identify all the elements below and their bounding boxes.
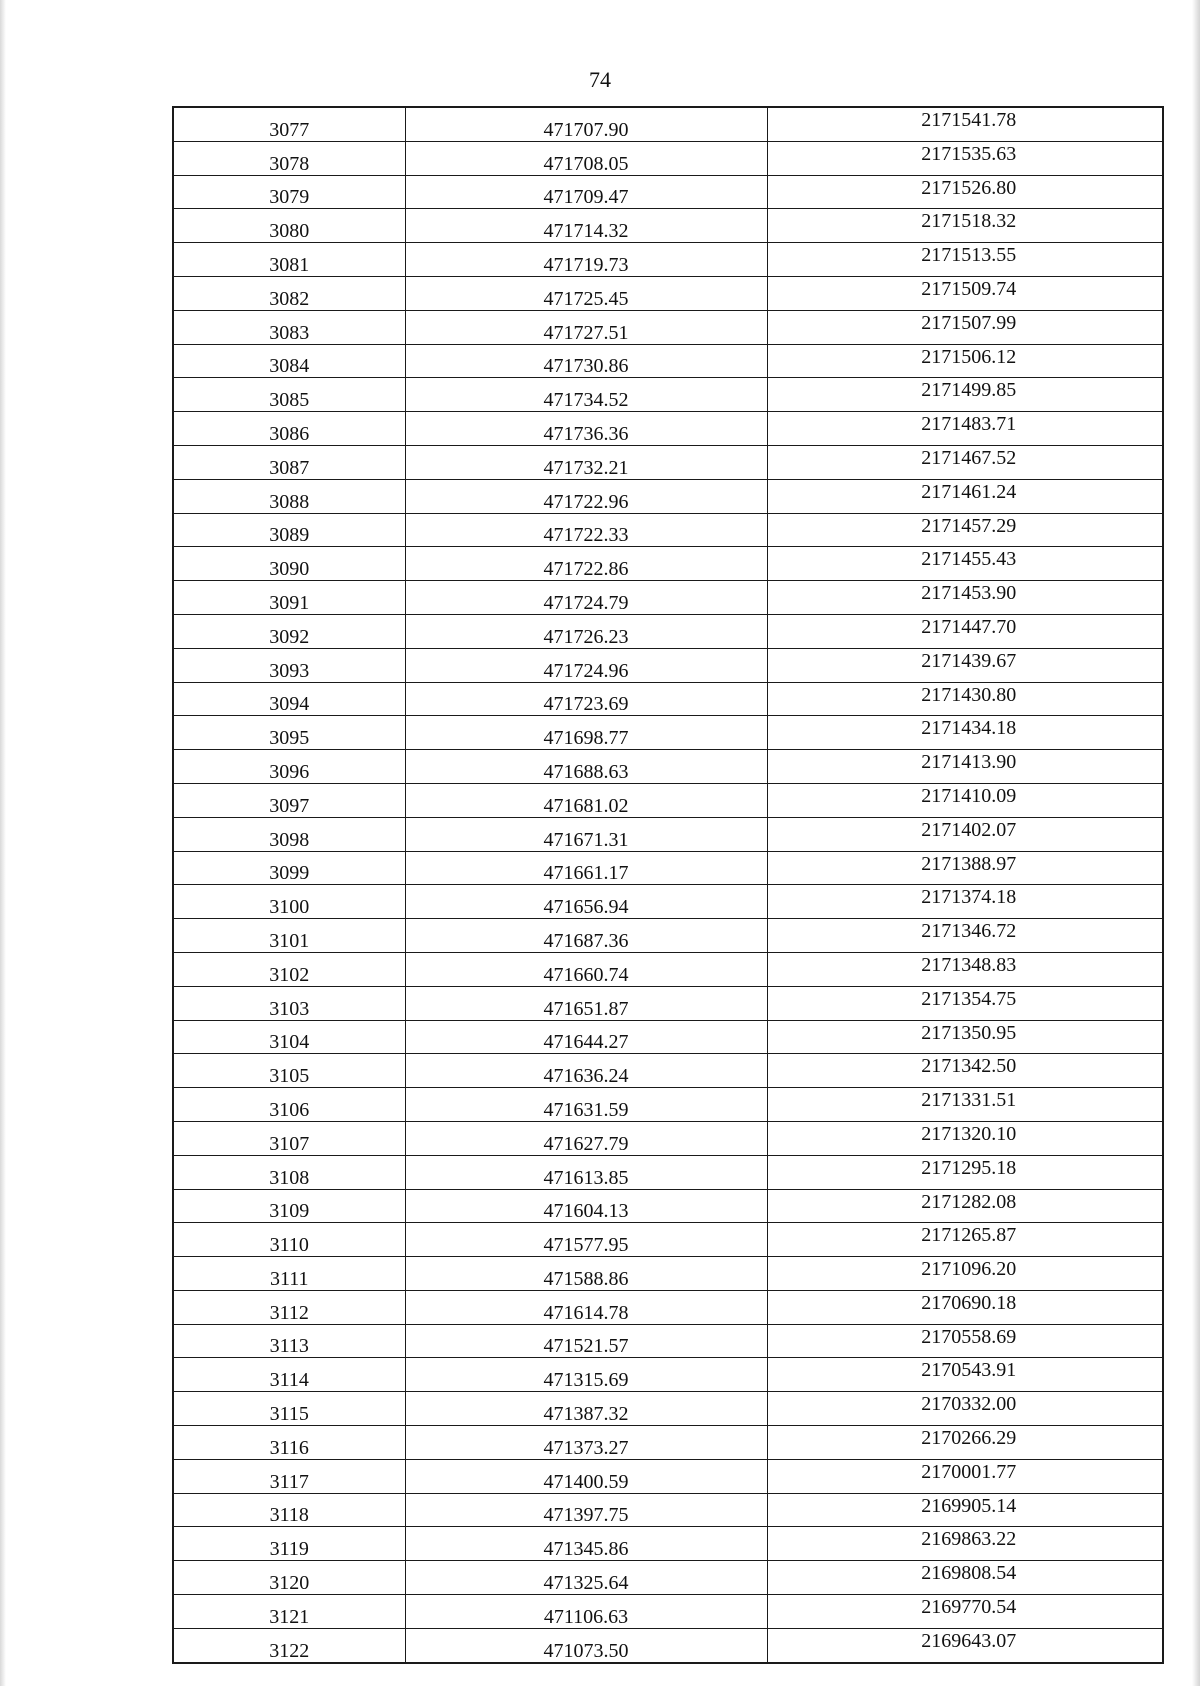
x-coordinate-cell: 471588.86 [405, 1257, 767, 1291]
y-coordinate-cell: 2170001.77 [767, 1459, 1163, 1493]
table-row [173, 1459, 1163, 1493]
table-row [173, 919, 1163, 953]
table-row [173, 412, 1163, 446]
table-row [173, 817, 1163, 851]
point-id-cell: 3104 [173, 1020, 405, 1054]
x-coordinate-cell: 471397.75 [405, 1493, 767, 1527]
y-coordinate-cell: 2171518.32 [767, 209, 1163, 243]
point-id-cell: 3121 [173, 1595, 405, 1629]
x-coordinate-cell: 471644.27 [405, 1020, 767, 1054]
y-coordinate-cell: 2171509.74 [767, 276, 1163, 310]
table-row [173, 209, 1163, 243]
point-id-cell: 3098 [173, 817, 405, 851]
table-row [173, 682, 1163, 716]
point-id-cell: 3107 [173, 1121, 405, 1155]
y-coordinate-cell: 2170266.29 [767, 1426, 1163, 1460]
table-row [173, 175, 1163, 209]
y-coordinate-cell: 2171413.90 [767, 750, 1163, 784]
table-row [173, 581, 1163, 615]
table-row [173, 378, 1163, 412]
y-coordinate-cell: 2171282.08 [767, 1189, 1163, 1223]
x-coordinate-cell: 471722.96 [405, 479, 767, 513]
x-coordinate-cell: 471730.86 [405, 344, 767, 378]
y-coordinate-cell: 2171506.12 [767, 344, 1163, 378]
y-coordinate-cell: 2171483.71 [767, 412, 1163, 446]
point-id-cell: 3110 [173, 1223, 405, 1257]
table-row [173, 243, 1163, 277]
point-id-cell: 3097 [173, 783, 405, 817]
point-id-cell: 3116 [173, 1426, 405, 1460]
x-coordinate-cell: 471614.78 [405, 1290, 767, 1324]
y-coordinate-cell: 2170543.91 [767, 1358, 1163, 1392]
table-row [173, 513, 1163, 547]
x-coordinate-cell: 471636.24 [405, 1054, 767, 1088]
table-row [173, 107, 1163, 141]
y-coordinate-cell: 2171096.20 [767, 1257, 1163, 1291]
y-coordinate-cell: 2171541.78 [767, 107, 1163, 141]
coordinate-table-container [172, 106, 1162, 1664]
x-coordinate-cell: 471651.87 [405, 986, 767, 1020]
y-coordinate-cell: 2171499.85 [767, 378, 1163, 412]
point-id-cell: 3113 [173, 1324, 405, 1358]
table-row [173, 1020, 1163, 1054]
table-row [173, 1088, 1163, 1122]
table-row [173, 1223, 1163, 1257]
point-id-cell: 3085 [173, 378, 405, 412]
x-coordinate-cell: 471521.57 [405, 1324, 767, 1358]
scan-edge-right [1192, 0, 1200, 1686]
y-coordinate-cell: 2171447.70 [767, 614, 1163, 648]
x-coordinate-cell: 471722.86 [405, 547, 767, 581]
table-row [173, 952, 1163, 986]
coordinate-table-body [173, 107, 1163, 1663]
x-coordinate-cell: 471723.69 [405, 682, 767, 716]
y-coordinate-cell: 2171507.99 [767, 310, 1163, 344]
x-coordinate-cell: 471387.32 [405, 1392, 767, 1426]
x-coordinate-cell: 471660.74 [405, 952, 767, 986]
point-id-cell: 3101 [173, 919, 405, 953]
table-row [173, 1121, 1163, 1155]
table-row [173, 141, 1163, 175]
y-coordinate-cell: 2171265.87 [767, 1223, 1163, 1257]
point-id-cell: 3091 [173, 581, 405, 615]
point-id-cell: 3122 [173, 1628, 405, 1662]
x-coordinate-cell: 471671.31 [405, 817, 767, 851]
y-coordinate-cell: 2171457.29 [767, 513, 1163, 547]
y-coordinate-cell: 2171439.67 [767, 648, 1163, 682]
point-id-cell: 3103 [173, 986, 405, 1020]
y-coordinate-cell: 2169770.54 [767, 1595, 1163, 1629]
table-row [173, 851, 1163, 885]
point-id-cell: 3087 [173, 445, 405, 479]
table-row [173, 1155, 1163, 1189]
x-coordinate-cell: 471707.90 [405, 107, 767, 141]
y-coordinate-cell: 2171453.90 [767, 581, 1163, 615]
x-coordinate-cell: 471373.27 [405, 1426, 767, 1460]
x-coordinate-cell: 471688.63 [405, 750, 767, 784]
table-row [173, 344, 1163, 378]
x-coordinate-cell: 471315.69 [405, 1358, 767, 1392]
y-coordinate-cell: 2171535.63 [767, 141, 1163, 175]
table-row [173, 1324, 1163, 1358]
y-coordinate-cell: 2170332.00 [767, 1392, 1163, 1426]
point-id-cell: 3081 [173, 243, 405, 277]
y-coordinate-cell: 2171467.52 [767, 445, 1163, 479]
x-coordinate-cell: 471681.02 [405, 783, 767, 817]
y-coordinate-cell: 2171388.97 [767, 851, 1163, 885]
x-coordinate-cell: 471400.59 [405, 1459, 767, 1493]
point-id-cell: 3088 [173, 479, 405, 513]
y-coordinate-cell: 2169863.22 [767, 1527, 1163, 1561]
x-coordinate-cell: 471631.59 [405, 1088, 767, 1122]
point-id-cell: 3108 [173, 1155, 405, 1189]
table-row [173, 716, 1163, 750]
x-coordinate-cell: 471724.79 [405, 581, 767, 615]
point-id-cell: 3109 [173, 1189, 405, 1223]
y-coordinate-cell: 2171354.75 [767, 986, 1163, 1020]
table-row [173, 1392, 1163, 1426]
x-coordinate-cell: 471073.50 [405, 1628, 767, 1662]
x-coordinate-cell: 471577.95 [405, 1223, 767, 1257]
table-row [173, 1595, 1163, 1629]
y-coordinate-cell: 2169905.14 [767, 1493, 1163, 1527]
x-coordinate-cell: 471709.47 [405, 175, 767, 209]
point-id-cell: 3092 [173, 614, 405, 648]
y-coordinate-cell: 2171434.18 [767, 716, 1163, 750]
point-id-cell: 3086 [173, 412, 405, 446]
point-id-cell: 3089 [173, 513, 405, 547]
point-id-cell: 3106 [173, 1088, 405, 1122]
table-row [173, 1493, 1163, 1527]
table-row [173, 310, 1163, 344]
y-coordinate-cell: 2171295.18 [767, 1155, 1163, 1189]
x-coordinate-cell: 471604.13 [405, 1189, 767, 1223]
y-coordinate-cell: 2170690.18 [767, 1290, 1163, 1324]
page-number: 74 [589, 67, 611, 92]
point-id-cell: 3078 [173, 141, 405, 175]
x-coordinate-cell: 471727.51 [405, 310, 767, 344]
point-id-cell: 3077 [173, 107, 405, 141]
y-coordinate-cell: 2171348.83 [767, 952, 1163, 986]
y-coordinate-cell: 2171320.10 [767, 1121, 1163, 1155]
x-coordinate-cell: 471719.73 [405, 243, 767, 277]
point-id-cell: 3120 [173, 1561, 405, 1595]
table-row [173, 1290, 1163, 1324]
table-row [173, 445, 1163, 479]
point-id-cell: 3117 [173, 1459, 405, 1493]
y-coordinate-cell: 2171430.80 [767, 682, 1163, 716]
x-coordinate-cell: 471726.23 [405, 614, 767, 648]
table-row [173, 1628, 1163, 1662]
point-id-cell: 3082 [173, 276, 405, 310]
point-id-cell: 3099 [173, 851, 405, 885]
x-coordinate-cell: 471724.96 [405, 648, 767, 682]
table-row [173, 750, 1163, 784]
y-coordinate-cell: 2171342.50 [767, 1054, 1163, 1088]
x-coordinate-cell: 471708.05 [405, 141, 767, 175]
point-id-cell: 3119 [173, 1527, 405, 1561]
x-coordinate-cell: 471661.17 [405, 851, 767, 885]
y-coordinate-cell: 2171350.95 [767, 1020, 1163, 1054]
x-coordinate-cell: 471725.45 [405, 276, 767, 310]
y-coordinate-cell: 2171455.43 [767, 547, 1163, 581]
table-row [173, 547, 1163, 581]
point-id-cell: 3095 [173, 716, 405, 750]
table-row [173, 1054, 1163, 1088]
x-coordinate-cell: 471722.33 [405, 513, 767, 547]
y-coordinate-cell: 2171402.07 [767, 817, 1163, 851]
y-coordinate-cell: 2169643.07 [767, 1628, 1163, 1662]
y-coordinate-cell: 2171374.18 [767, 885, 1163, 919]
x-coordinate-cell: 471325.64 [405, 1561, 767, 1595]
table-row [173, 783, 1163, 817]
point-id-cell: 3093 [173, 648, 405, 682]
x-coordinate-cell: 471714.32 [405, 209, 767, 243]
x-coordinate-cell: 471345.86 [405, 1527, 767, 1561]
table-row [173, 1358, 1163, 1392]
point-id-cell: 3118 [173, 1493, 405, 1527]
y-coordinate-cell: 2169808.54 [767, 1561, 1163, 1595]
y-coordinate-cell: 2171461.24 [767, 479, 1163, 513]
point-id-cell: 3105 [173, 1054, 405, 1088]
point-id-cell: 3096 [173, 750, 405, 784]
table-row [173, 648, 1163, 682]
scan-edge-left [0, 0, 6, 1686]
x-coordinate-cell: 471627.79 [405, 1121, 767, 1155]
point-id-cell: 3094 [173, 682, 405, 716]
table-row [173, 479, 1163, 513]
table-row [173, 1189, 1163, 1223]
point-id-cell: 3090 [173, 547, 405, 581]
table-row [173, 986, 1163, 1020]
point-id-cell: 3115 [173, 1392, 405, 1426]
x-coordinate-cell: 471732.21 [405, 445, 767, 479]
y-coordinate-cell: 2171346.72 [767, 919, 1163, 953]
point-id-cell: 3111 [173, 1257, 405, 1291]
table-row [173, 885, 1163, 919]
table-row [173, 614, 1163, 648]
point-id-cell: 3080 [173, 209, 405, 243]
point-id-cell: 3079 [173, 175, 405, 209]
x-coordinate-cell: 471698.77 [405, 716, 767, 750]
point-id-cell: 3083 [173, 310, 405, 344]
table-row [173, 276, 1163, 310]
point-id-cell: 3114 [173, 1358, 405, 1392]
table-row [173, 1257, 1163, 1291]
x-coordinate-cell: 471656.94 [405, 885, 767, 919]
x-coordinate-cell: 471613.85 [405, 1155, 767, 1189]
table-row [173, 1426, 1163, 1460]
x-coordinate-cell: 471687.36 [405, 919, 767, 953]
y-coordinate-cell: 2170558.69 [767, 1324, 1163, 1358]
y-coordinate-cell: 2171331.51 [767, 1088, 1163, 1122]
y-coordinate-cell: 2171513.55 [767, 243, 1163, 277]
x-coordinate-cell: 471736.36 [405, 412, 767, 446]
point-id-cell: 3100 [173, 885, 405, 919]
coordinate-table [172, 106, 1164, 1664]
point-id-cell: 3102 [173, 952, 405, 986]
x-coordinate-cell: 471106.63 [405, 1595, 767, 1629]
point-id-cell: 3112 [173, 1290, 405, 1324]
x-coordinate-cell: 471734.52 [405, 378, 767, 412]
y-coordinate-cell: 2171526.80 [767, 175, 1163, 209]
table-row [173, 1561, 1163, 1595]
table-row [173, 1527, 1163, 1561]
point-id-cell: 3084 [173, 344, 405, 378]
y-coordinate-cell: 2171410.09 [767, 783, 1163, 817]
